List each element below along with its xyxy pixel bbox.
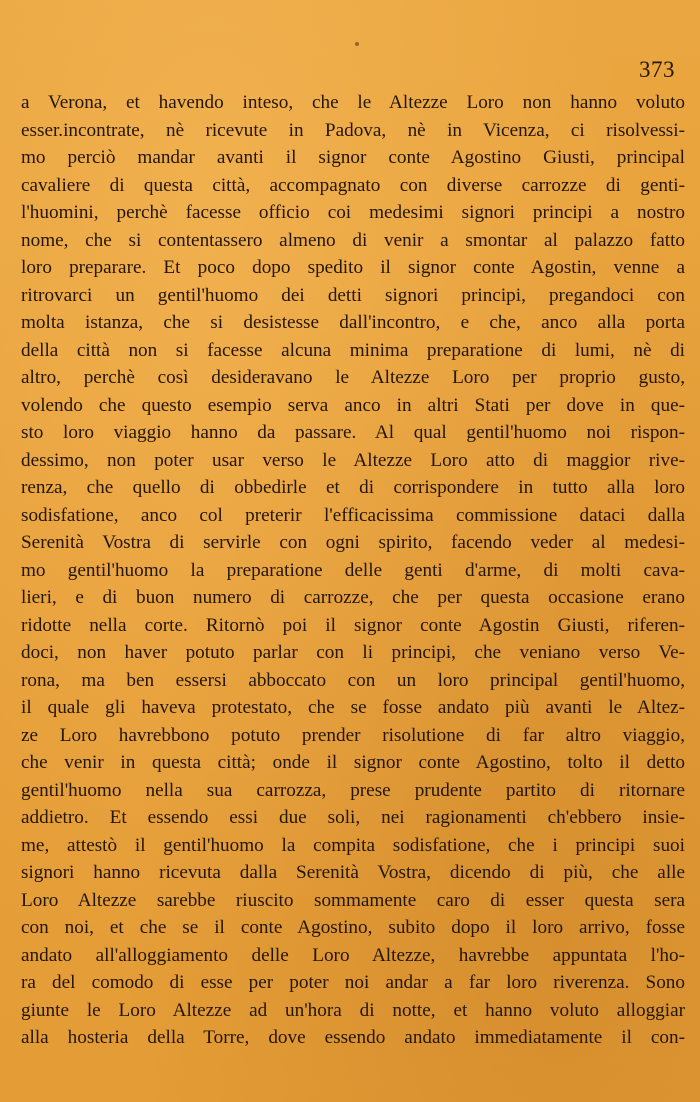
text-line: mo gentil'huomo la preparatione delle genti d'arme, di molti cava- [21, 559, 685, 581]
text-line: rona, ma ben essersi abboccato con un loro principal gentil'huomo, [21, 669, 685, 691]
text-line: addietro. Et essendo essi due soli, nei ragionamenti ch'ebbero insie- [21, 807, 685, 828]
text-line: che venir in questa città; onde il signor conte Agostino, tolto il detto [21, 752, 685, 773]
text-line: della città non si facesse alcuna minima preparatione di lumi, nè di [21, 339, 685, 361]
page-number: 373 [639, 57, 675, 82]
text-line: mo perciò mandar avanti il signor conte Agostino Giusti, principal [21, 147, 685, 168]
text-line: cavaliere di questa città, accompagnato con diverse carrozze di genti- [21, 174, 685, 196]
text-line: doci, non haver potuto parlar con li principi, che veniano verso Ve- [21, 642, 685, 663]
text-line: altro, perchè così desideravano le Altezze Loro per proprio gusto, [21, 367, 685, 388]
text-line: ra del comodo di esse per poter noi andar a far loro riverenza. Sono [21, 972, 685, 993]
text-line: ze Loro havrebbono potuto prender risolutione di far altro viaggio, [21, 724, 685, 746]
text-line: Loro Altezze sarebbe riuscito sommamente caro di esser questa sera [21, 889, 685, 911]
text-line: sodisfatione, anco col preterir l'efficacissima commissione dataci dalla [21, 504, 685, 526]
text-line: gentil'huomo nella sua carrozza, prese prudente partito di ritornare [21, 779, 685, 801]
text-line: molta istanza, che si desistesse dall'incontro, e che, anco alla porta [21, 312, 685, 333]
text-line: nome, che si contentassero almeno di venir a smontar al palazzo fatto [21, 229, 685, 251]
text-line: l'huomini, perchè facesse officio coi medesimi signori principi a nostro [21, 202, 685, 223]
text-line: alla hosteria della Torre, dove essendo andato immediatamente il con- [21, 1027, 685, 1048]
text-line: signori hanno ricevuta dalla Serenità Vostra, dicendo di più, che alle [21, 862, 685, 883]
text-line: andato all'alloggiamento delle Loro Altezze, havrebbe appuntata l'ho- [21, 944, 685, 966]
text-line: volendo che questo esempio serva anco in altri Stati per dove in que- [21, 394, 685, 416]
text-line: dessimo, non poter usar verso le Altezze Loro atto di maggior rive- [21, 449, 685, 471]
body-text [21, 89, 685, 1052]
text-line: me, attestò il gentil'huomo la compita sodisfatione, che i principi suoi [21, 834, 685, 856]
text-line: Serenità Vostra di servirle con ogni spirito, facendo veder al medesi- [21, 532, 685, 553]
text-line: esser.incontrate, nè ricevute in Padova, nè in Vicenza, ci risolvessi- [21, 119, 685, 141]
text-line: lieri, e di buon numero di carrozze, che per questa occasione erano [21, 587, 685, 608]
text-line: con noi, et che se il conte Agostino, subito dopo il loro arrivo, fosse [21, 917, 685, 938]
text-line: ritrovarci un gentil'huomo dei detti signori principi, pregandoci con [21, 284, 685, 306]
text-line: loro preparare. Et poco dopo spedito il signor conte Agostin, venne a [21, 257, 685, 278]
text-line: il quale gli haveva protestato, che se fosse andato più avanti le Altez- [21, 697, 685, 718]
text-line: giunte le Loro Altezze ad un'hora di notte, et hanno voluto alloggiar [21, 999, 685, 1021]
text-line: ridotte nella corte. Ritornò poi il signor conte Agostin Giusti, riferen- [21, 614, 685, 636]
text-line: renza, che quello di obbedirle et di corrispondere in tutto alla loro [21, 477, 685, 498]
text-line: sto loro viaggio hanno da passare. Al qual gentil'huomo noi rispon- [21, 422, 685, 443]
ink-speck [355, 42, 359, 46]
text-line: a Verona, et havendo inteso, che le Altezze Loro non hanno voluto [21, 92, 685, 113]
